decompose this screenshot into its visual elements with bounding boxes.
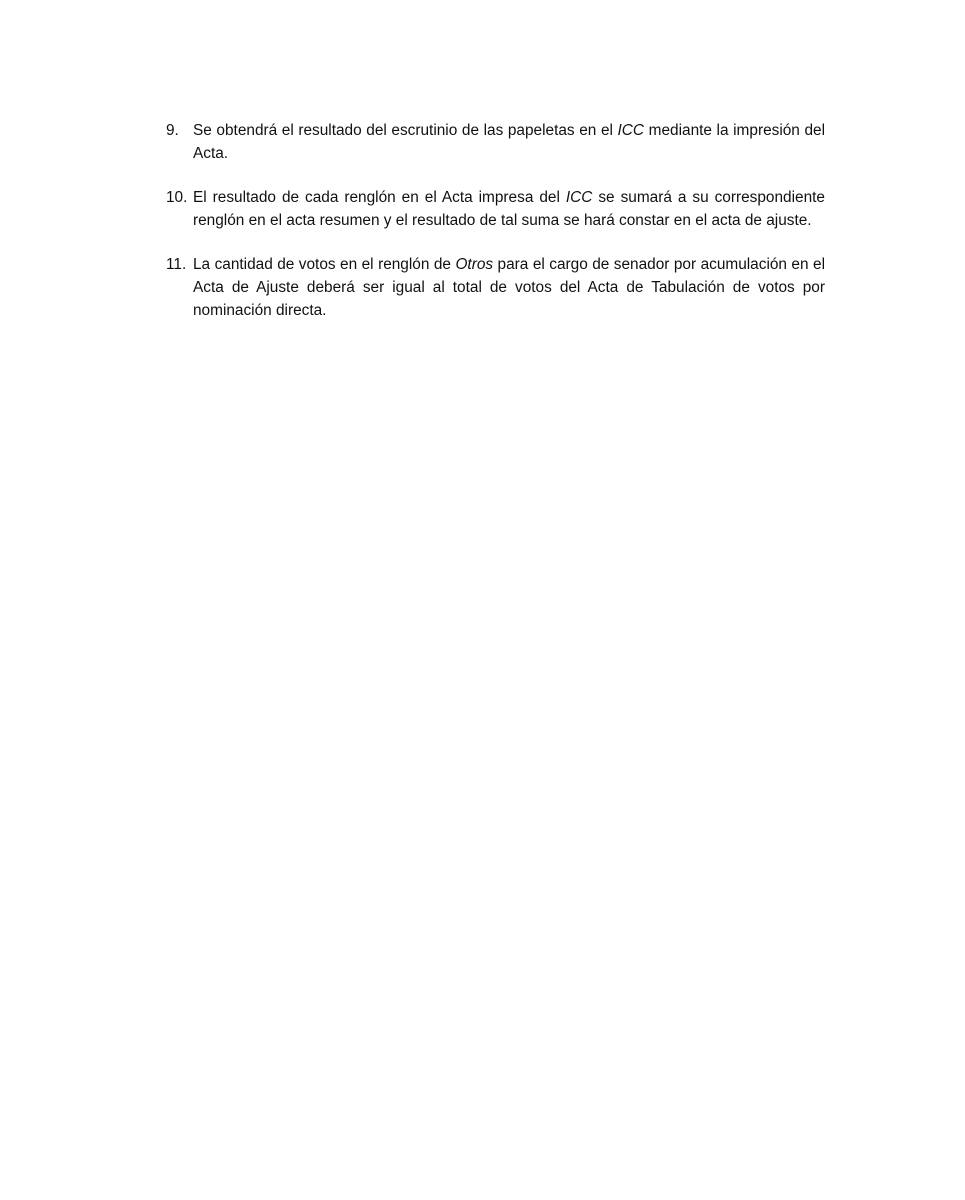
- item-number: 11.: [166, 256, 187, 274]
- italic-term: ICC: [565, 189, 593, 207]
- item-text: El resultado de cada renglón en el Acta impresa del ICC se sumará a su correspondiente renglón en el acta resumen y el resultado de tal suma se hará constar en el acta de ajuste.: [193, 189, 825, 229]
- item-number: 9.: [166, 122, 179, 139]
- italic-term: Otros: [455, 256, 494, 274]
- italic-term: ICC: [617, 122, 645, 139]
- item-text: La cantidad de votos en el renglón de Otros para el cargo de senador por acumulación en el Acta de Ajuste deberá ser igual al total de votos del Acta de Tabulación de votos por nominación directa.: [193, 256, 825, 319]
- numbered-list: [166, 120, 825, 344]
- list-item: [166, 187, 825, 232]
- list-item: [166, 120, 825, 165]
- list-item: [166, 254, 825, 322]
- item-number: 10.: [166, 189, 188, 207]
- item-text: Se obtendrá el resultado del escrutinio de las papeletas en el ICC mediante la impresión del Acta.: [193, 122, 825, 162]
